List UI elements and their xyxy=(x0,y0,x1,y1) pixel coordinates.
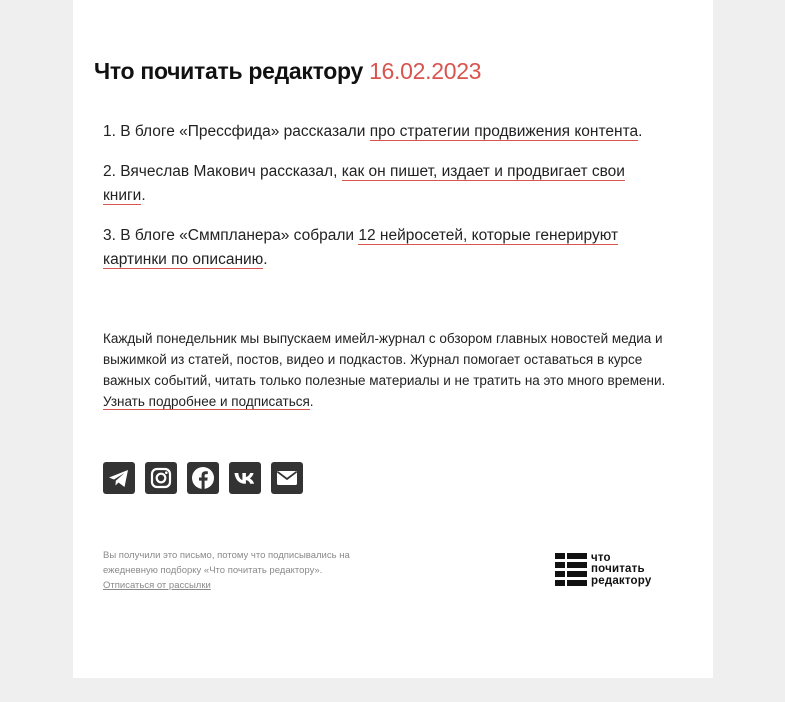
description-suffix: . xyxy=(309,394,314,409)
facebook-icon[interactable] xyxy=(187,462,219,494)
title-text: Что почитать редактору xyxy=(94,58,363,84)
item-suffix: . xyxy=(141,187,146,204)
list-item xyxy=(103,224,663,272)
logo-stripes-icon xyxy=(555,553,587,587)
telegram-icon[interactable] xyxy=(103,462,135,494)
article-link-content-strategy[interactable]: про стратегии продвижения контента xyxy=(369,123,639,140)
vk-icon[interactable] xyxy=(229,462,261,494)
newsletter-description xyxy=(103,328,688,412)
logo-line: почитать xyxy=(591,563,645,576)
logo-text xyxy=(591,553,651,588)
item-suffix: . xyxy=(638,123,643,140)
email-card xyxy=(73,0,713,678)
item-suffix: . xyxy=(263,251,268,268)
subscribe-link[interactable]: Узнать подробнее и подписаться xyxy=(103,394,310,409)
list-item xyxy=(103,120,663,144)
footer-note xyxy=(103,548,393,593)
description-text: Каждый понедельник мы выпускаем имейл-журнал с обзором главных новостей медиа и выжимкой из статей, постов, видео и подкастов. Журнал помогает оставаться в курсе важных событий, читать только полезные материалы и не тратить на это много времени. xyxy=(103,331,666,388)
article-link-books[interactable]: как он пишет, издает и продвигает свои книги xyxy=(103,163,625,204)
article-link-neural-networks[interactable]: 12 нейросетей, которые генерируют картинки по описанию xyxy=(103,227,619,268)
page-title xyxy=(94,58,481,85)
footer-text: Вы получили это письмо, потому что подписывались на ежедневную подборку «Что почитать редактору». xyxy=(103,550,350,576)
issue-date: 16.02.2023 xyxy=(369,58,482,84)
item-text: 3. В блоге «Сммпланера» собрали xyxy=(103,227,359,244)
brand-logo[interactable] xyxy=(555,552,685,588)
instagram-icon[interactable] xyxy=(145,462,177,494)
social-links xyxy=(103,462,313,494)
email-icon[interactable] xyxy=(271,462,303,494)
list-item xyxy=(103,160,663,208)
logo-line: что xyxy=(591,551,611,564)
logo-line: редактору xyxy=(591,574,652,587)
item-text: 2. Вячеслав Макович рассказал, xyxy=(103,163,342,180)
article-list xyxy=(103,120,663,288)
unsubscribe-link[interactable]: Отписаться от рассылки xyxy=(103,580,211,591)
item-text: 1. В блоге «Прессфида» рассказали xyxy=(103,123,370,140)
